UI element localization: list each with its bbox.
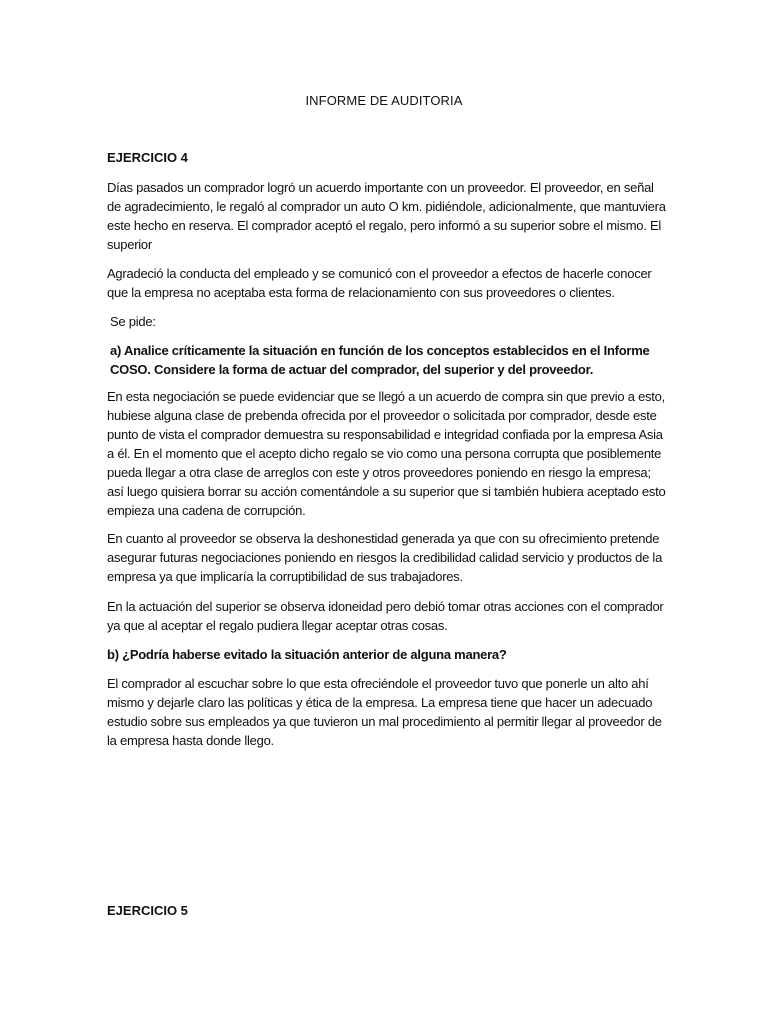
paragraph-superior-response: Agradeció la conducta del empleado y se comunicó con el proveedor a efectos de hacerle conocer que la empresa no aceptaba esta forma de relacionamiento con sus proveedores o clientes. (107, 266, 652, 300)
question-b: b) ¿Podría haberse evitado la situación anterior de alguna manera? (107, 647, 507, 662)
document-title: INFORME DE AUDITORIA (305, 93, 463, 108)
question-a: a) Analice críticamente la situación en función de los conceptos establecidos en el Informe COSO. Considere la forma de actuar del comprador, del superior y del proveedor. (110, 343, 650, 377)
exercise-4-heading: EJERCICIO 4 (107, 150, 188, 165)
paragraph-case-description: Días pasados un comprador logró un acuerdo importante con un proveedor. El proveedor, en señal de agradecimiento, le regaló al comprador un auto O km. pidiéndole, adicionalmente, que mantuviera este hecho en reserva. El comprador aceptó el regalo, pero informó a su superior sobre el mismo. El superior (107, 180, 666, 252)
paragraph-se-pide: Se pide: (110, 314, 156, 329)
paragraph-superior-analysis: En la actuación del superior se observa idoneidad pero debió tomar otras acciones con el comprador ya que al aceptar el regalo pudiera llegar aceptar otras cosas. (107, 599, 664, 633)
paragraph-buyer-analysis: En esta negociación se puede evidenciar que se llegó a un acuerdo de compra sin que previo a esto, hubiese alguna clase de prebenda ofrecida por el proveedor o solicitada por comprador, desde este punto de vista el comprador demuestra su responsabilidad e integridad confiada por la empresa Asia a él. En el momento que el acepto dicho regalo se vio como una persona corrupta que posiblemente pueda llegar a otra clase de arreglos con este y otros proveedores poniendo en riesgo la empresa; así luego quisiera borrar su acción comentándole a su superior que si también hubiera aceptado esto empieza una cadena de corrupción. (107, 389, 666, 518)
paragraph-supplier-analysis: En cuanto al proveedor se observa la deshonestidad generada ya que con su ofrecimiento pretende asegurar futuras negociaciones poniendo en riesgos la credibilidad calidad servicio y productos de la empresa ya que implicaría la corruptibilidad de sus trabajadores. (107, 531, 663, 584)
paragraph-prevention-answer: El comprador al escuchar sobre lo que esta ofreciéndole el proveedor tuvo que ponerle un alto ahí mismo y dejarle claro las políticas y ética de la empresa. La empresa tiene que hacer un adecuado estudio sobre sus empleados ya que tuvieron un mal procedimiento al permitir llegar al proveedor de la empresa hasta donde llego. (107, 676, 662, 748)
exercise-5-heading: EJERCICIO 5 (107, 903, 188, 918)
